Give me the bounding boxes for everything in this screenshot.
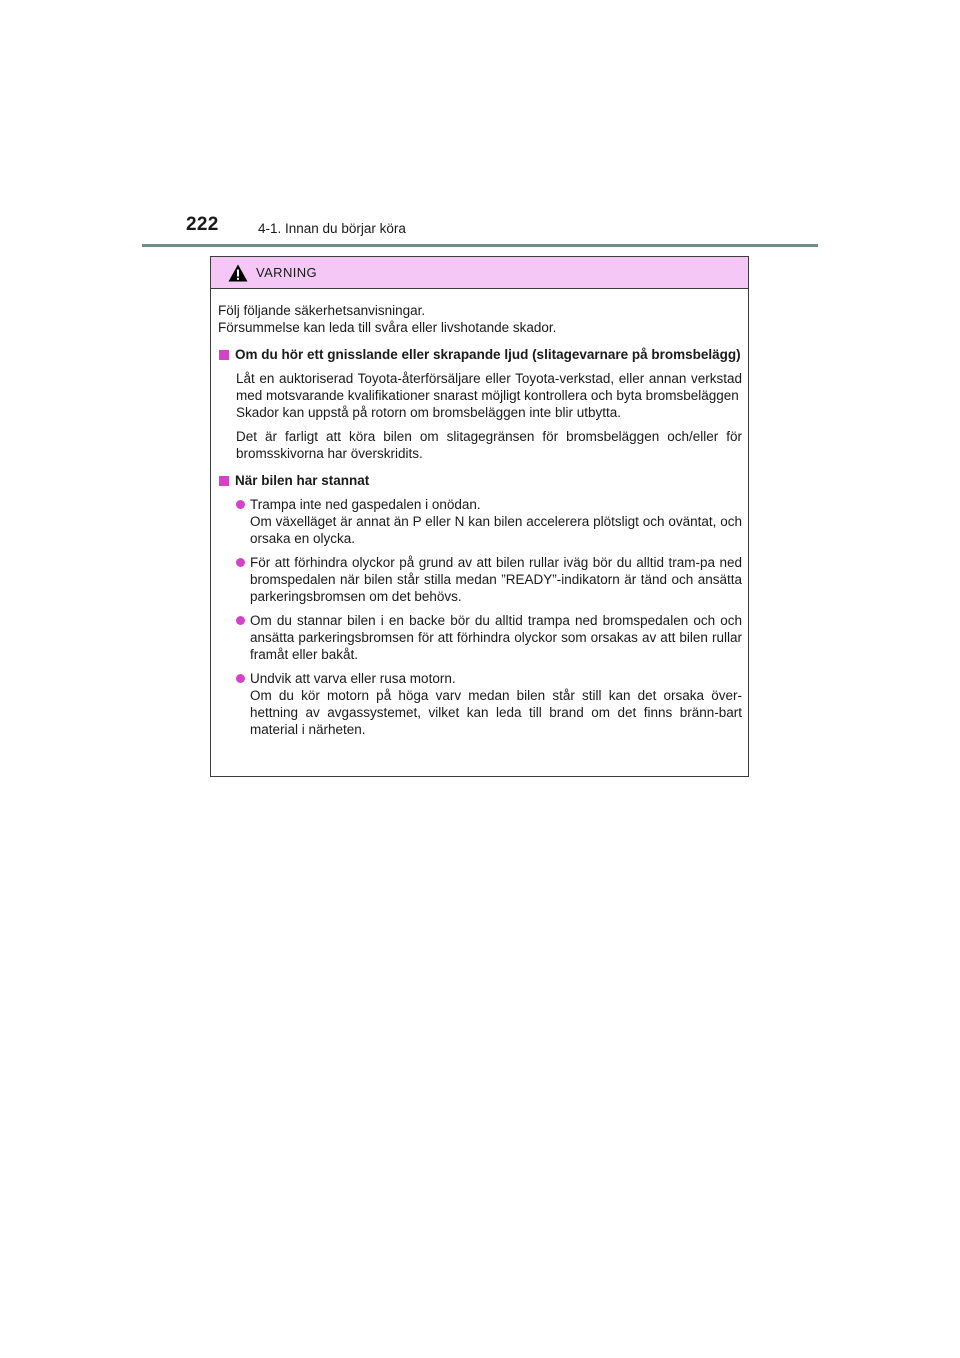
intro-line-2: Försummelse kan leda till svåra eller livshotande skador. (218, 320, 557, 335)
paragraph (236, 370, 742, 421)
round-bullet-icon (236, 500, 245, 509)
round-bullet-icon (236, 616, 245, 625)
paragraph: Det är farligt att köra bilen om slitagegränsen för bromsbeläggen och/eller för bromsskivorna har överskridits. (236, 429, 742, 461)
square-bullet-icon (219, 476, 229, 486)
page-number: 222 (186, 214, 219, 235)
warning-box (210, 256, 749, 777)
warning-title: VARNING (256, 265, 318, 280)
list-item-text: Om du stannar bilen i en backe bör du alltid trampa ned bromspedalen och och ansätta parkeringsbromsen för att förhindra olyckor som orsakas av att bilen rullar framåt eller bakåt. (250, 613, 742, 662)
list-item-text: Om växelläget är annat än P eller N kan bilen accelerera plötsligt och oväntat, och orsaka en olycka. (250, 514, 742, 546)
section-title: 4-1. Innan du börjar köra (258, 221, 406, 236)
list-item-first-line: Trampa inte ned gaspedalen i onödan. (250, 497, 481, 512)
paragraph-text: Skador kan uppstå på rotorn om bromsbeläggen inte blir utbytta. (236, 405, 621, 420)
list-item-first-line: Undvik att varva eller rusa motorn. (250, 671, 456, 686)
intro-line-1: Följ följande säkerhetsanvisningar. (218, 303, 426, 318)
section-heading-stopped (218, 472, 742, 489)
list-item-text: För att förhindra olyckor på grund av att bilen rullar iväg bör du alltid tram-pa ned bromspedalen när bilen står stilla medan ”READY”-indikatorn är tänd och ansätta parkeringsbromsen om det behövs. (250, 555, 742, 604)
heading-text: Om du hör ett gnisslande eller skrapande ljud (slitagevarnare på bromsbelägg) (235, 347, 741, 362)
list-item-text: Om du kör motorn på höga varv medan bilen står still kan det orsaka över-hettning av avgassystemet, vilket kan leda till brand om det finns bränn-bart material i närheten. (250, 688, 742, 737)
warning-body (211, 289, 748, 738)
list-item (236, 612, 742, 663)
list-item (236, 670, 742, 738)
heading-text: När bilen har stannat (235, 473, 370, 488)
list-item (236, 554, 742, 605)
header-rule (142, 244, 818, 247)
warning-triangle-icon (228, 264, 248, 282)
round-bullet-icon (236, 674, 245, 683)
warning-header (211, 257, 748, 289)
list-item (236, 496, 742, 547)
section-heading-brake-noise (218, 346, 742, 363)
round-bullet-icon (236, 558, 245, 567)
paragraph-text: Låt en auktoriserad Toyota-återförsäljare eller Toyota-verkstad, eller annan verkstad med motsvarande kvalifikationer snarast möjligt kontrollera och byta bromsbeläggen (236, 371, 742, 403)
square-bullet-icon (219, 350, 229, 360)
